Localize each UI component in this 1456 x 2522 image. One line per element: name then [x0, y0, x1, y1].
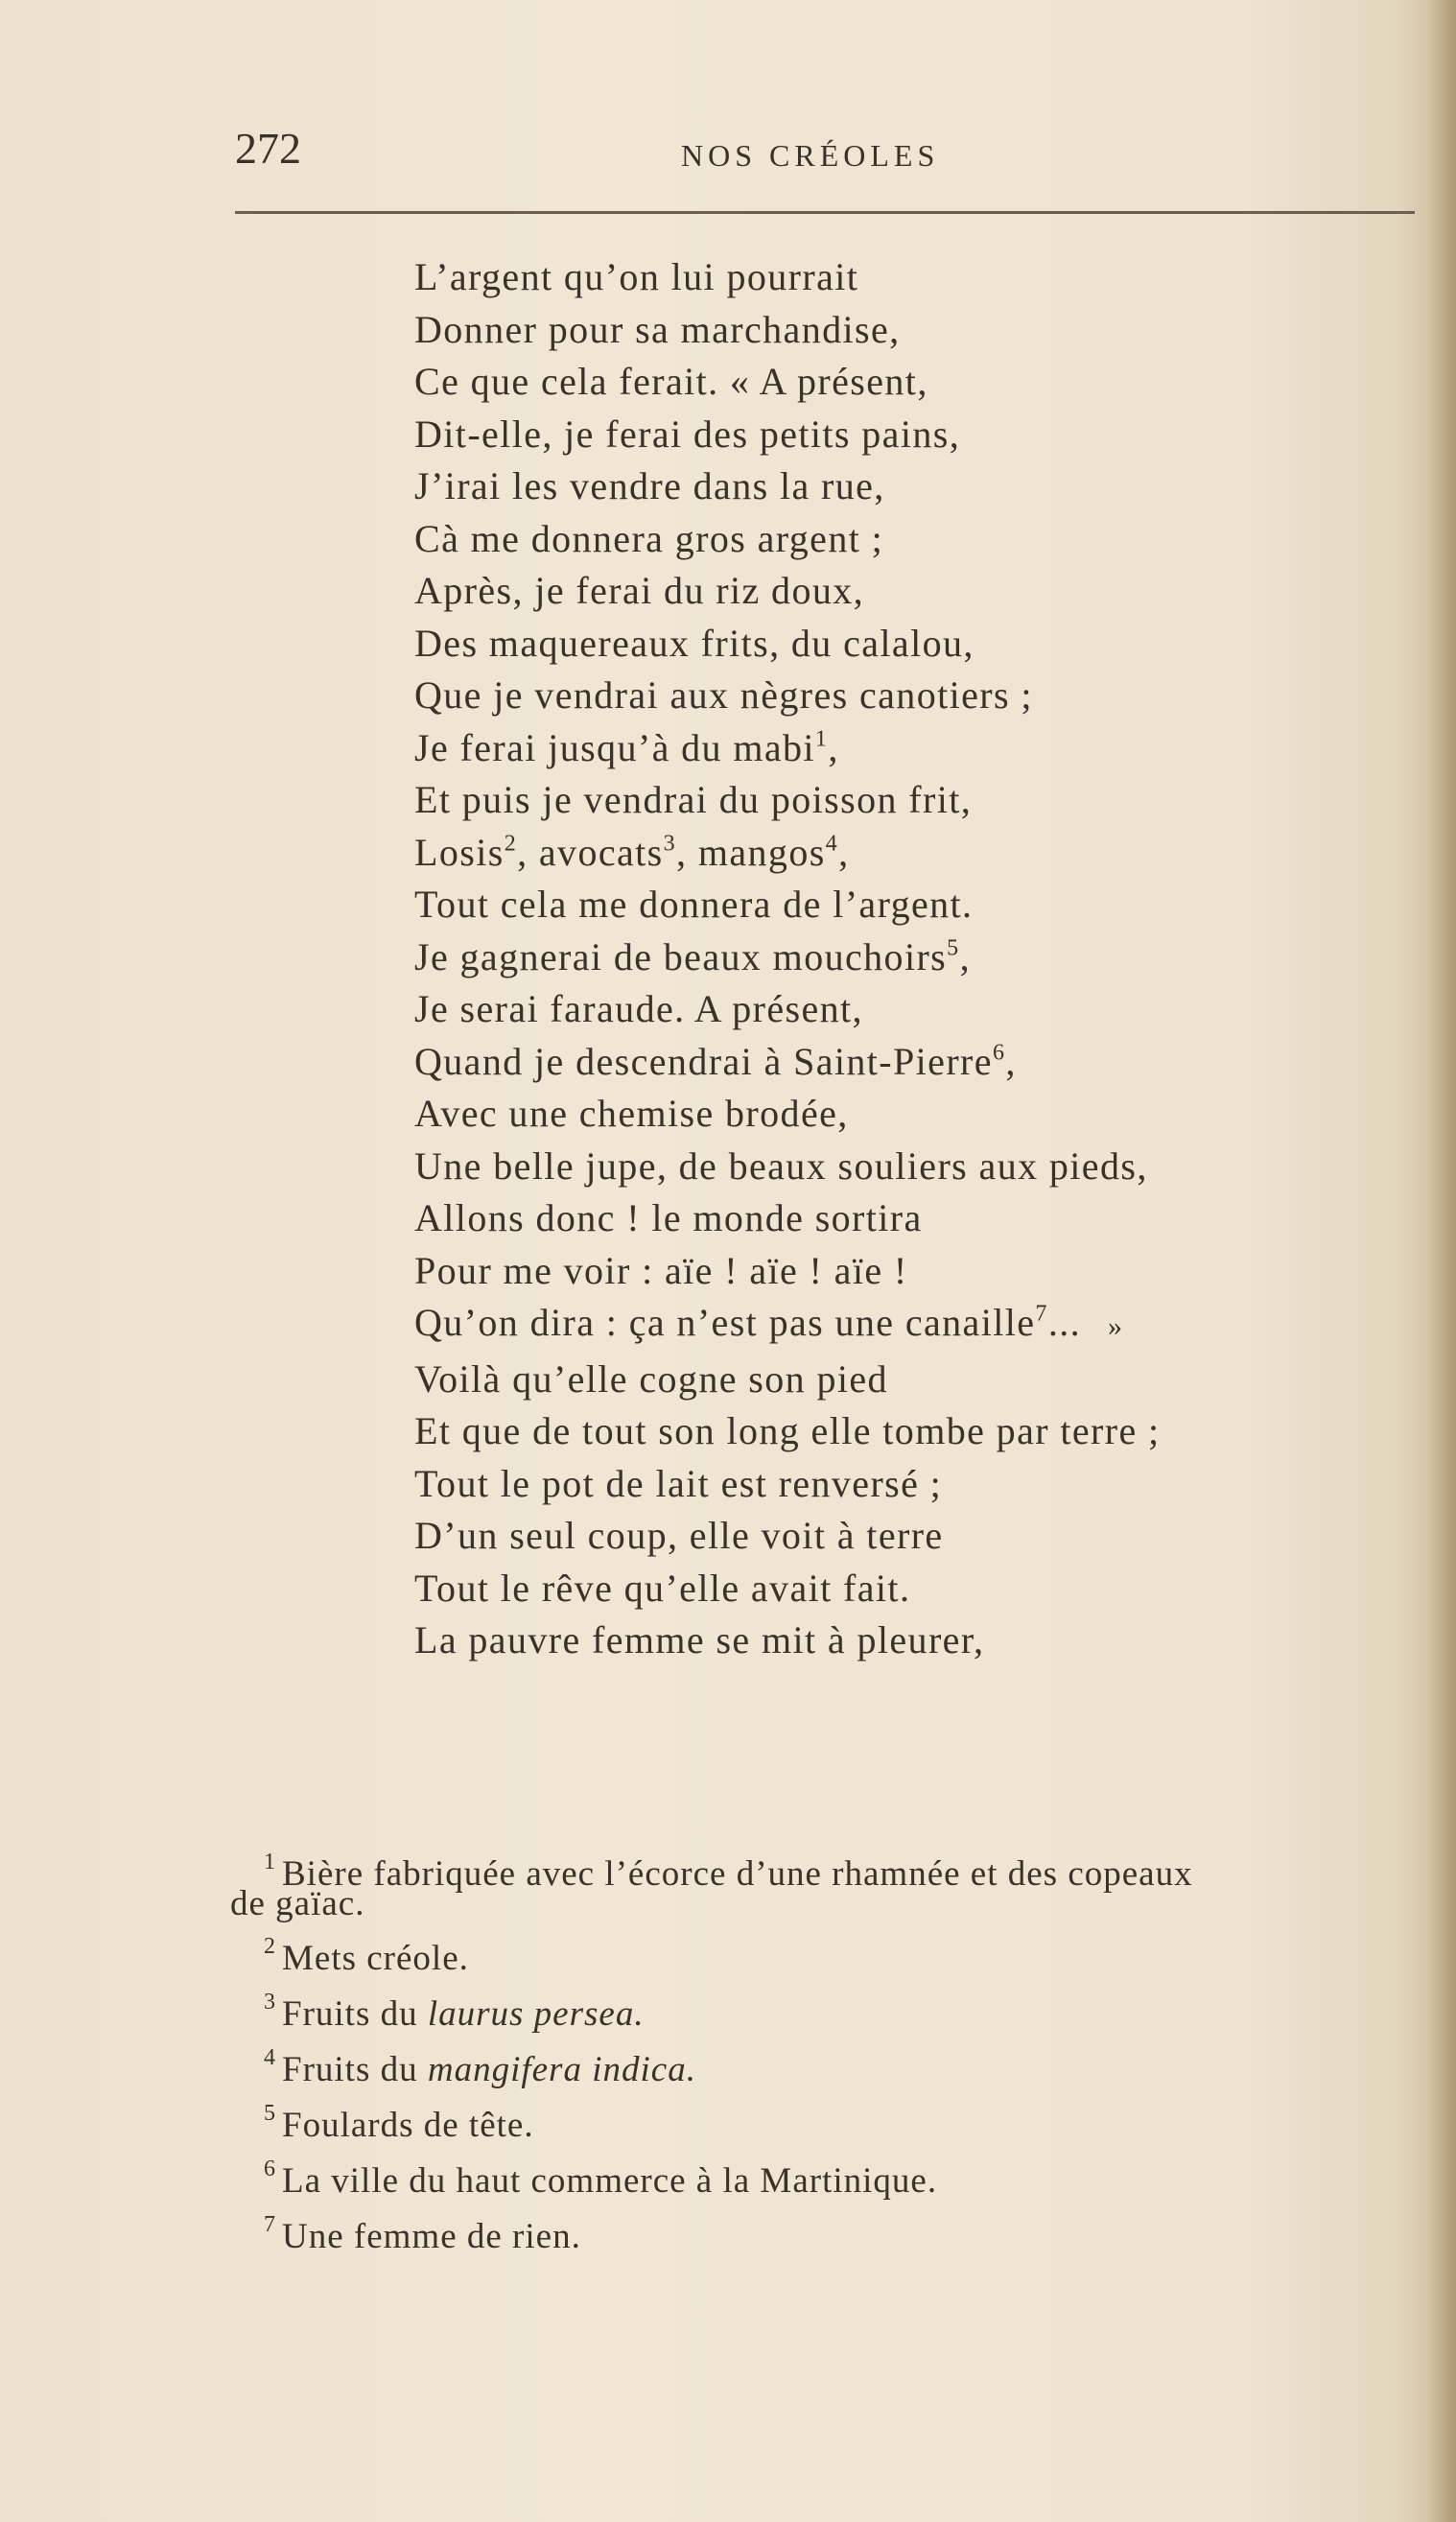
verse-line — [414, 1192, 1421, 1245]
footnote-marker: 3 — [264, 1990, 276, 2015]
verse-text: Tout cela me donnera de l’argent. — [414, 883, 974, 926]
verse-text: Dit-elle, je ferai des petits pains, — [414, 412, 961, 456]
verse-line — [414, 1563, 1421, 1615]
verse-text: Après, je ferai du riz doux, — [414, 569, 865, 612]
verse-text: Je serai faraude. A présent, — [414, 987, 863, 1030]
verse-line — [414, 827, 1421, 880]
footnote-marker: 1 — [264, 1850, 276, 1875]
verse-line — [414, 618, 1421, 671]
verse-text: Quand je descendrai à Saint-Pierre — [414, 1039, 993, 1083]
verse-text: Et que de tout son long elle tombe par terre ; — [414, 1409, 1161, 1452]
verse-line — [414, 879, 1421, 931]
verse-text: Voilà qu’elle cogne son pied — [414, 1356, 888, 1401]
verse-text: Et puis je vendrai du poisson frit, — [414, 778, 973, 821]
verse-line — [414, 356, 1421, 409]
footnote — [230, 1931, 1420, 1987]
verse-line — [414, 1354, 1421, 1406]
footnote-ref: 5 — [947, 934, 960, 960]
footnote — [230, 2042, 1420, 2098]
footnote — [230, 2154, 1420, 2209]
footnote-text: Fruits du — [282, 2050, 428, 2089]
running-title: NOS CRÉOLES — [681, 138, 940, 173]
footnote-text: Foulards de tête. — [282, 2106, 534, 2145]
verse-text: Que je vendrai aux nègres canotiers ; — [414, 673, 1033, 717]
verse-line — [414, 513, 1421, 566]
footnote-ref: 3 — [663, 830, 677, 856]
verse-text: Je gagnerai de beaux mouchoirs — [414, 934, 948, 978]
verse-line — [414, 722, 1421, 775]
verse-line — [414, 1615, 1421, 1667]
footnote-text: Une femme de rien. — [282, 2217, 581, 2256]
footnote-marker: 6 — [264, 2157, 276, 2182]
verse-text: Tout le pot de lait est renversé ; — [414, 1461, 943, 1505]
footnote-text: Fruits du — [282, 1994, 428, 2034]
footnote-ref: 1 — [814, 725, 829, 751]
verse-text: Allons donc ! le monde sortira — [414, 1196, 923, 1239]
verse-line — [414, 1141, 1421, 1193]
footnote — [230, 2098, 1420, 2154]
footnote-italic: mangifera indica. — [427, 2050, 696, 2089]
verse-punct: , — [828, 725, 839, 769]
header-rule — [235, 211, 1415, 214]
verse-segment: Losis — [414, 830, 505, 874]
verse-segment: , — [838, 830, 850, 874]
verse-punct: , — [1005, 1039, 1017, 1083]
verse-text: J’irai les vendre dans la rue, — [414, 464, 885, 507]
verse-line — [414, 1458, 1421, 1511]
verse-line — [414, 1245, 1421, 1298]
poem-body — [414, 251, 1421, 1667]
running-header — [235, 123, 1415, 180]
footnote — [230, 1987, 1420, 2042]
verse-line — [414, 1297, 1421, 1354]
verse-text: Cà me donnera gros argent ; — [414, 516, 884, 560]
footnote-text: Mets créole. — [282, 1939, 469, 1978]
footnote-italic: laurus persea. — [427, 1994, 645, 2034]
verse-line — [414, 1088, 1421, 1141]
verse-line — [414, 304, 1421, 357]
footnote-text: La ville du haut commerce à la Martinique. — [282, 2161, 938, 2201]
verse-text: Des maquereaux frits, du calalou, — [414, 621, 975, 665]
verse-text: Je ferai jusqu’à du mabi — [414, 725, 815, 769]
verse-text: Donner pour sa marchandise, — [414, 307, 901, 351]
footnote-ref: 2 — [504, 830, 518, 856]
footnote-marker: 2 — [264, 1934, 276, 1960]
verse-text: Avec une chemise brodée, — [414, 1092, 849, 1135]
footnotes — [230, 1847, 1420, 2265]
verse-text: La pauvre femme se mit à pleurer, — [414, 1618, 985, 1662]
closing-quote: » — [1108, 1310, 1124, 1342]
verse-punct: , — [959, 934, 971, 978]
verse-text: L’argent qu’on lui pourrait — [414, 255, 859, 298]
footnote-marker: 4 — [264, 2045, 276, 2071]
page-number: 272 — [235, 124, 301, 173]
verse-text: Une belle jupe, de beaux souliers aux pieds, — [414, 1143, 1148, 1188]
footnote-text: Bière fabriquée avec l’écorce d’une rhamnée et des copeaux — [282, 1854, 1193, 1894]
footnote-marker: 5 — [264, 2101, 276, 2127]
verse-text: Tout le rêve qu’elle avait fait. — [414, 1566, 911, 1610]
verse-segment: , avocats — [517, 830, 664, 874]
verse-text: D’un seul coup, elle voit à terre — [414, 1514, 944, 1557]
verse-line — [414, 1510, 1421, 1563]
verse-line — [414, 565, 1421, 618]
footnote — [230, 1847, 1420, 1923]
verse-text: Pour me voir : aïe ! aïe ! aïe ! — [414, 1248, 908, 1292]
page-edge-shadow — [1427, 0, 1456, 2522]
verse-line — [414, 983, 1421, 1036]
verse-line — [414, 774, 1421, 827]
verse-segment: , mangos — [676, 830, 826, 874]
verse-line — [414, 1036, 1421, 1089]
footnote-marker: 7 — [264, 2212, 276, 2238]
verse-punct: ... — [1047, 1301, 1082, 1344]
verse-line — [414, 409, 1421, 461]
verse-line — [414, 931, 1421, 984]
footnote-ref: 6 — [992, 1039, 1006, 1065]
verse-text: Qu’on dira : ça n’est pas une canaille — [414, 1301, 1036, 1344]
verse-text: Ce que cela ferait. « A présent, — [414, 360, 928, 403]
footnote — [230, 2209, 1420, 2265]
verse-line — [414, 251, 1421, 304]
footnote-continuation: de gaïac. — [230, 1884, 365, 1923]
verse-line — [414, 1405, 1421, 1458]
footnote-ref: 7 — [1035, 1301, 1048, 1327]
verse-line — [414, 460, 1421, 513]
footnote-ref: 4 — [825, 830, 839, 856]
verse-line — [414, 670, 1421, 722]
